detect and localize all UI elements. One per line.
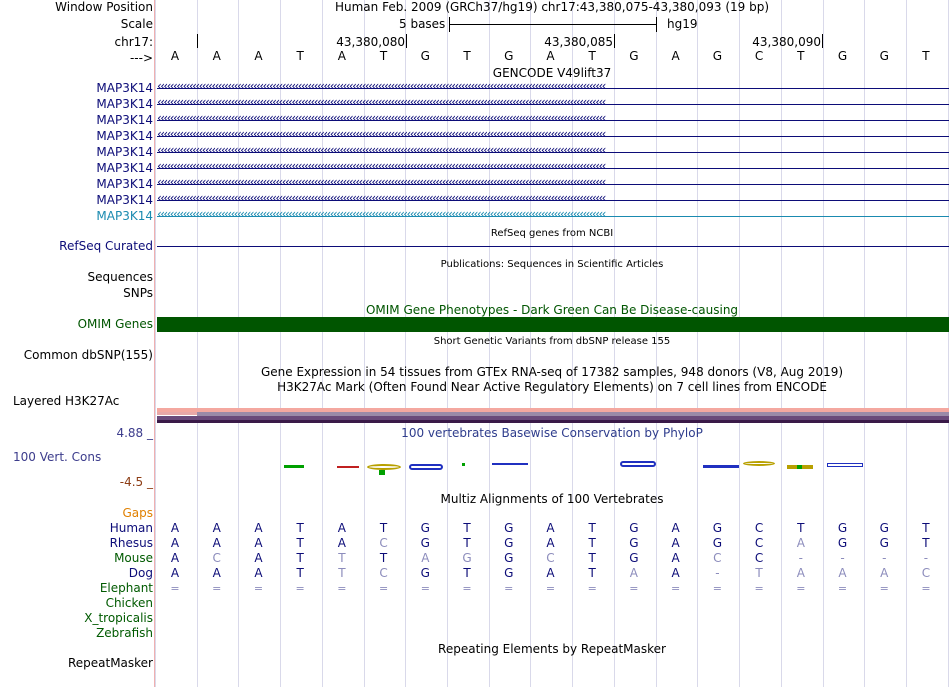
multiz-aligned-base: = xyxy=(712,582,722,595)
chrom-label: chr17: xyxy=(114,35,153,49)
multiz-aligned-base: A xyxy=(838,566,847,580)
multiz-aligned-base: = xyxy=(629,582,639,595)
reference-base: T xyxy=(296,49,304,63)
scale-db: hg19 xyxy=(667,17,698,31)
snps-track-label[interactable]: SNPs xyxy=(123,286,153,300)
scale-bar xyxy=(449,24,657,25)
reference-base: T xyxy=(797,49,805,63)
multiz-aligned-base: T xyxy=(296,566,304,580)
reference-base: A xyxy=(546,49,555,63)
multiz-aligned-base: G xyxy=(504,566,514,580)
multiz-aligned-base: - xyxy=(840,551,845,565)
multiz-aligned-base: G xyxy=(504,521,514,535)
multiz-aligned-base: T xyxy=(588,566,596,580)
h3k27ac-signal[interactable] xyxy=(157,408,949,423)
gencode-transcript-line[interactable]: ‹‹‹‹‹‹‹‹‹‹‹‹‹‹‹‹‹‹‹‹‹‹‹‹‹‹‹‹‹‹‹‹‹‹‹‹‹‹‹‹‹‹‹‹‹‹‹‹‹‹‹‹‹‹‹‹‹‹‹‹‹‹‹‹‹‹‹‹‹‹‹‹‹‹‹‹‹‹‹‹‹‹‹‹‹‹‹‹‹‹‹‹‹‹‹‹‹‹‹‹‹‹‹‹‹‹‹‹‹‹‹‹‹‹‹‹‹‹‹‹‹‹‹‹‹‹‹‹‹‹‹‹‹‹‹‹‹‹‹‹ xyxy=(157,114,949,127)
gencode-transcript-label[interactable]: MAP3K14 xyxy=(96,193,153,207)
multiz-species-label[interactable]: Chicken xyxy=(105,596,153,610)
ruler-tick-3 xyxy=(822,34,823,48)
reference-base: T xyxy=(588,49,596,63)
multiz-aligned-base: A xyxy=(337,521,346,535)
multiz-aligned-base: = xyxy=(545,582,556,595)
multiz-aligned-base: A xyxy=(671,566,680,580)
gencode-transcript-line[interactable]: ‹‹‹‹‹‹‹‹‹‹‹‹‹‹‹‹‹‹‹‹‹‹‹‹‹‹‹‹‹‹‹‹‹‹‹‹‹‹‹‹‹‹‹‹‹‹‹‹‹‹‹‹‹‹‹‹‹‹‹‹‹‹‹‹‹‹‹‹‹‹‹‹‹‹‹‹‹‹‹‹‹‹‹‹‹‹‹‹‹‹‹‹‹‹‹‹‹‹‹‹‹‹‹‹‹‹‹‹‹‹‹‹‹‹‹‹‹‹‹‹‹‹‹‹‹‹‹‹‹‹‹‹‹‹‹‹‹‹‹‹ xyxy=(157,162,949,175)
multiz-aligned-base: G xyxy=(420,566,430,580)
multiz-gaps-label: Gaps xyxy=(122,506,153,520)
multiz-aligned-base: = xyxy=(378,582,389,595)
multiz-aligned-base: G xyxy=(462,551,472,565)
label-separator xyxy=(154,0,155,687)
window-position-value[interactable]: Human Feb. 2009 (GRCh37/hg19) chr17:43,380,075-43,380,093 (19 bp) xyxy=(334,0,770,14)
gencode-transcript-line[interactable]: ‹‹‹‹‹‹‹‹‹‹‹‹‹‹‹‹‹‹‹‹‹‹‹‹‹‹‹‹‹‹‹‹‹‹‹‹‹‹‹‹‹‹‹‹‹‹‹‹‹‹‹‹‹‹‹‹‹‹‹‹‹‹‹‹‹‹‹‹‹‹‹‹‹‹‹‹‹‹‹‹‹‹‹‹‹‹‹‹‹‹‹‹‹‹‹‹‹‹‹‹‹‹‹‹‹‹‹‹‹‹‹‹‹‹‹‹‹‹‹‹‹‹‹‹‹‹‹‹‹‹‹‹‹‹‹‹‹‹‹‹ xyxy=(157,194,949,207)
multiz-aligned-base: T xyxy=(379,521,388,535)
multiz-aligned-base: A xyxy=(421,551,430,565)
strand-label: ---> xyxy=(129,51,153,65)
refseq-gene-line[interactable] xyxy=(157,246,949,247)
multiz-aligned-base: T xyxy=(463,521,471,535)
reference-base: A xyxy=(254,49,263,63)
gencode-transcript-line[interactable]: ‹‹‹‹‹‹‹‹‹‹‹‹‹‹‹‹‹‹‹‹‹‹‹‹‹‹‹‹‹‹‹‹‹‹‹‹‹‹‹‹‹‹‹‹‹‹‹‹‹‹‹‹‹‹‹‹‹‹‹‹‹‹‹‹‹‹‹‹‹‹‹‹‹‹‹‹‹‹‹‹‹‹‹‹‹‹‹‹‹‹‹‹‹‹‹‹‹‹‹‹‹‹‹‹‹‹‹‹‹‹‹‹‹‹‹‹‹‹‹‹‹‹‹‹‹‹‹‹‹‹‹‹‹‹‹‹‹‹‹‹ xyxy=(157,210,949,223)
multiz-aligned-base: C xyxy=(754,551,764,565)
dbsnp-track-title: Short Genetic Variants from dbSNP release 155 xyxy=(433,336,671,347)
multiz-aligned-base: = xyxy=(170,582,180,595)
multiz-species-label[interactable]: Mouse xyxy=(114,551,153,565)
reference-base: A xyxy=(170,49,180,63)
phylop-min-label: -4.5 _ xyxy=(119,475,153,489)
multiz-aligned-base: T xyxy=(338,566,346,580)
multiz-aligned-base: = xyxy=(921,582,931,595)
multiz-aligned-base: C xyxy=(379,536,388,550)
gencode-transcript-line[interactable]: ‹‹‹‹‹‹‹‹‹‹‹‹‹‹‹‹‹‹‹‹‹‹‹‹‹‹‹‹‹‹‹‹‹‹‹‹‹‹‹‹‹‹‹‹‹‹‹‹‹‹‹‹‹‹‹‹‹‹‹‹‹‹‹‹‹‹‹‹‹‹‹‹‹‹‹‹‹‹‹‹‹‹‹‹‹‹‹‹‹‹‹‹‹‹‹‹‹‹‹‹‹‹‹‹‹‹‹‹‹‹‹‹‹‹‹‹‹‹‹‹‹‹‹‹‹‹‹‹‹‹‹‹‹‹‹‹‹‹‹‹ xyxy=(157,98,949,111)
reference-base: A xyxy=(337,49,346,63)
multiz-aligned-base: A xyxy=(254,566,263,580)
multiz-aligned-base: T xyxy=(922,521,930,535)
gencode-transcript-label[interactable]: MAP3K14 xyxy=(96,81,153,95)
multiz-aligned-base: G xyxy=(712,536,723,550)
gencode-transcript-line[interactable]: ‹‹‹‹‹‹‹‹‹‹‹‹‹‹‹‹‹‹‹‹‹‹‹‹‹‹‹‹‹‹‹‹‹‹‹‹‹‹‹‹‹‹‹‹‹‹‹‹‹‹‹‹‹‹‹‹‹‹‹‹‹‹‹‹‹‹‹‹‹‹‹‹‹‹‹‹‹‹‹‹‹‹‹‹‹‹‹‹‹‹‹‹‹‹‹‹‹‹‹‹‹‹‹‹‹‹‹‹‹‹‹‹‹‹‹‹‹‹‹‹‹‹‹‹‹‹‹‹‹‹‹‹‹‹‹‹‹‹‹‹ xyxy=(157,82,949,95)
multiz-aligned-base: G xyxy=(629,521,639,535)
reference-base: G xyxy=(629,49,639,63)
multiz-aligned-base: G xyxy=(420,536,430,550)
multiz-aligned-base: = xyxy=(879,582,889,595)
multiz-aligned-base: A xyxy=(629,566,639,580)
multiz-aligned-base: A xyxy=(212,566,221,580)
multiz-aligned-base: T xyxy=(755,566,763,580)
multiz-aligned-base: A xyxy=(671,521,680,535)
multiz-species-label[interactable]: Zebrafish xyxy=(96,626,153,640)
multiz-species-label[interactable]: Rhesus xyxy=(109,536,153,550)
reference-base: G xyxy=(879,49,889,63)
multiz-aligned-base: G xyxy=(837,536,848,550)
multiz-aligned-base: C xyxy=(379,566,388,580)
multiz-species-label[interactable]: X_tropicalis xyxy=(84,611,153,625)
multiz-aligned-base: A xyxy=(212,536,221,550)
publications-track-label[interactable]: Sequences xyxy=(87,270,153,284)
multiz-aligned-base: A xyxy=(337,536,346,550)
multiz-aligned-base: C xyxy=(754,536,764,550)
multiz-aligned-base: A xyxy=(254,551,263,565)
reference-base: A xyxy=(671,49,680,63)
omim-track-label[interactable]: OMIM Genes xyxy=(77,317,153,331)
multiz-aligned-base: G xyxy=(504,551,514,565)
gencode-transcript-line[interactable]: ‹‹‹‹‹‹‹‹‹‹‹‹‹‹‹‹‹‹‹‹‹‹‹‹‹‹‹‹‹‹‹‹‹‹‹‹‹‹‹‹‹‹‹‹‹‹‹‹‹‹‹‹‹‹‹‹‹‹‹‹‹‹‹‹‹‹‹‹‹‹‹‹‹‹‹‹‹‹‹‹‹‹‹‹‹‹‹‹‹‹‹‹‹‹‹‹‹‹‹‹‹‹‹‹‹‹‹‹‹‹‹‹‹‹‹‹‹‹‹‹‹‹‹‹‹‹‹‹‹‹‹‹‹‹‹‹‹‹‹‹ xyxy=(157,146,949,159)
multiz-aligned-base: = xyxy=(420,582,430,595)
multiz-aligned-base: = xyxy=(671,582,681,595)
gencode-transcript-label[interactable]: MAP3K14 xyxy=(96,97,153,111)
omim-track-title: OMIM Gene Phenotypes - Dark Green Can Be Disease-causing xyxy=(365,303,739,317)
multiz-aligned-base: = xyxy=(587,582,597,595)
scale-text: 5 bases xyxy=(399,17,446,31)
multiz-aligned-base: = xyxy=(295,582,305,595)
multiz-aligned-base: A xyxy=(671,536,680,550)
multiz-aligned-base: A xyxy=(546,536,555,550)
repeatmasker-track-title: Repeating Elements by RepeatMasker xyxy=(438,642,666,656)
multiz-aligned-base: T xyxy=(588,551,596,565)
gtex-track-title: Gene Expression in 54 tissues from GTEx RNA-seq of 17382 samples, 948 donors (V8, Aug 2019) xyxy=(260,365,844,379)
multiz-aligned-base: C xyxy=(546,551,555,565)
ruler-tick-1 xyxy=(406,34,407,48)
multiz-aligned-base: T xyxy=(296,536,304,550)
ruler-position-3: 43,380,090 xyxy=(752,35,821,49)
multiz-aligned-base: G xyxy=(420,521,430,535)
multiz-aligned-base: T xyxy=(588,521,596,535)
reference-base: A xyxy=(212,49,221,63)
gencode-track-title: GENCODE V49lift37 xyxy=(492,66,612,80)
multiz-aligned-base: A xyxy=(254,521,263,535)
refseq-track-title: RefSeq genes from NCBI xyxy=(490,228,614,239)
multiz-aligned-base: A xyxy=(170,566,180,580)
multiz-species-label[interactable]: Human xyxy=(109,521,153,535)
multiz-aligned-base: = xyxy=(253,582,264,595)
multiz-species-label[interactable]: Dog xyxy=(128,566,153,580)
multiz-aligned-base: T xyxy=(797,521,805,535)
multiz-aligned-base: - xyxy=(798,551,803,565)
multiz-aligned-base: G xyxy=(504,536,514,550)
multiz-aligned-base: G xyxy=(629,536,639,550)
multiz-aligned-base: A xyxy=(796,536,805,550)
ruler-position-1: 43,380,080 xyxy=(336,35,405,49)
ruler-tick-start xyxy=(197,34,198,48)
dbsnp-track-label[interactable]: Common dbSNP(155) xyxy=(23,348,153,362)
multiz-aligned-base: T xyxy=(338,551,346,565)
ruler-position-2: 43,380,085 xyxy=(544,35,613,49)
repeatmasker-track-label[interactable]: RepeatMasker xyxy=(67,656,153,670)
phylop-max-label: 4.88 _ xyxy=(116,426,153,440)
multiz-aligned-base: C xyxy=(921,566,931,580)
multiz-aligned-base: A xyxy=(671,551,680,565)
omim-gene-bar[interactable] xyxy=(157,317,949,332)
reference-base: C xyxy=(754,49,764,63)
multiz-aligned-base: = xyxy=(754,582,764,595)
multiz-aligned-base: - xyxy=(882,551,887,565)
gencode-transcript-label[interactable]: MAP3K14 xyxy=(96,161,153,175)
multiz-aligned-base: T xyxy=(922,536,930,550)
reference-base: G xyxy=(420,49,430,63)
multiz-aligned-base: = xyxy=(462,582,472,595)
publications-track-title: Publications: Sequences in Scientific Articles xyxy=(440,259,664,270)
multiz-aligned-base: = xyxy=(212,582,222,595)
ruler-tick-2 xyxy=(614,34,615,48)
h3k27ac-track-label[interactable]: Layered H3K27Ac xyxy=(13,394,120,408)
reference-base: T xyxy=(463,49,471,63)
multiz-aligned-base: T xyxy=(296,521,304,535)
base-gridline xyxy=(155,0,156,687)
gencode-transcript-line[interactable]: ‹‹‹‹‹‹‹‹‹‹‹‹‹‹‹‹‹‹‹‹‹‹‹‹‹‹‹‹‹‹‹‹‹‹‹‹‹‹‹‹‹‹‹‹‹‹‹‹‹‹‹‹‹‹‹‹‹‹‹‹‹‹‹‹‹‹‹‹‹‹‹‹‹‹‹‹‹‹‹‹‹‹‹‹‹‹‹‹‹‹‹‹‹‹‹‹‹‹‹‹‹‹‹‹‹‹‹‹‹‹‹‹‹‹‹‹‹‹‹‹‹‹‹‹‹‹‹‹‹‹‹‹‹‹‹‹‹‹‹‹ xyxy=(157,178,949,191)
multiz-aligned-base: A xyxy=(254,536,263,550)
multiz-species-label[interactable]: Elephant xyxy=(99,581,153,595)
multiz-aligned-base: G xyxy=(879,521,889,535)
multiz-aligned-base: T xyxy=(463,536,471,550)
multiz-aligned-base: = xyxy=(796,582,806,595)
multiz-aligned-base: A xyxy=(880,566,889,580)
gencode-transcript-label[interactable]: MAP3K14 xyxy=(96,145,153,159)
multiz-aligned-base: C xyxy=(713,551,722,565)
multiz-aligned-base: = xyxy=(337,582,347,595)
multiz-aligned-base: G xyxy=(629,551,639,565)
multiz-aligned-base: G xyxy=(879,536,889,550)
multiz-aligned-base: A xyxy=(170,521,180,535)
multiz-aligned-base: T xyxy=(463,566,471,580)
window-position-label: Window Position xyxy=(55,0,153,14)
gencode-transcript-label[interactable]: MAP3K14 xyxy=(96,209,153,223)
refseq-track-label[interactable]: RefSeq Curated xyxy=(59,239,153,253)
scale-bar-right-tick xyxy=(656,17,657,32)
multiz-aligned-base: A xyxy=(170,536,180,550)
scale-label: Scale xyxy=(120,17,153,31)
multiz-aligned-base: - xyxy=(715,566,720,580)
phylop-track-label[interactable]: 100 Vert. Cons xyxy=(13,450,102,464)
multiz-track-title: Multiz Alignments of 100 Vertebrates xyxy=(440,492,664,506)
multiz-aligned-base: T xyxy=(588,536,596,550)
multiz-aligned-base: A xyxy=(546,521,555,535)
multiz-aligned-base: A xyxy=(796,566,805,580)
multiz-aligned-base: = xyxy=(504,582,514,595)
multiz-aligned-base: - xyxy=(923,551,929,565)
multiz-aligned-base: G xyxy=(837,521,848,535)
multiz-aligned-base: A xyxy=(212,521,221,535)
gencode-transcript-line[interactable]: ‹‹‹‹‹‹‹‹‹‹‹‹‹‹‹‹‹‹‹‹‹‹‹‹‹‹‹‹‹‹‹‹‹‹‹‹‹‹‹‹‹‹‹‹‹‹‹‹‹‹‹‹‹‹‹‹‹‹‹‹‹‹‹‹‹‹‹‹‹‹‹‹‹‹‹‹‹‹‹‹‹‹‹‹‹‹‹‹‹‹‹‹‹‹‹‹‹‹‹‹‹‹‹‹‹‹‹‹‹‹‹‹‹‹‹‹‹‹‹‹‹‹‹‹‹‹‹‹‹‹‹‹‹‹‹‹‹‹‹‹ xyxy=(157,130,949,143)
reference-base: G xyxy=(837,49,848,63)
multiz-aligned-base: C xyxy=(754,521,764,535)
reference-base: G xyxy=(504,49,514,63)
multiz-aligned-base: G xyxy=(712,521,723,535)
gencode-transcript-label[interactable]: MAP3K14 xyxy=(96,113,153,127)
gencode-transcript-label[interactable]: MAP3K14 xyxy=(96,177,153,191)
multiz-aligned-base: A xyxy=(546,566,555,580)
scale-bar-left-tick xyxy=(449,17,450,32)
multiz-aligned-base: A xyxy=(170,551,180,565)
gencode-transcript-label[interactable]: MAP3K14 xyxy=(96,129,153,143)
reference-base: T xyxy=(379,49,388,63)
multiz-aligned-base: C xyxy=(212,551,221,565)
multiz-aligned-base: T xyxy=(296,551,304,565)
reference-base: T xyxy=(922,49,930,63)
h3k27ac-track-title: H3K27Ac Mark (Often Found Near Active Regulatory Elements) on 7 cell lines from ENCODE xyxy=(277,380,827,394)
multiz-aligned-base: T xyxy=(379,551,388,565)
phylop-conservation-logo[interactable] xyxy=(157,458,949,478)
reference-base: G xyxy=(712,49,723,63)
multiz-aligned-base: = xyxy=(837,582,848,595)
phylop-track-title: 100 vertebrates Basewise Conservation by PhyloP xyxy=(401,426,703,440)
